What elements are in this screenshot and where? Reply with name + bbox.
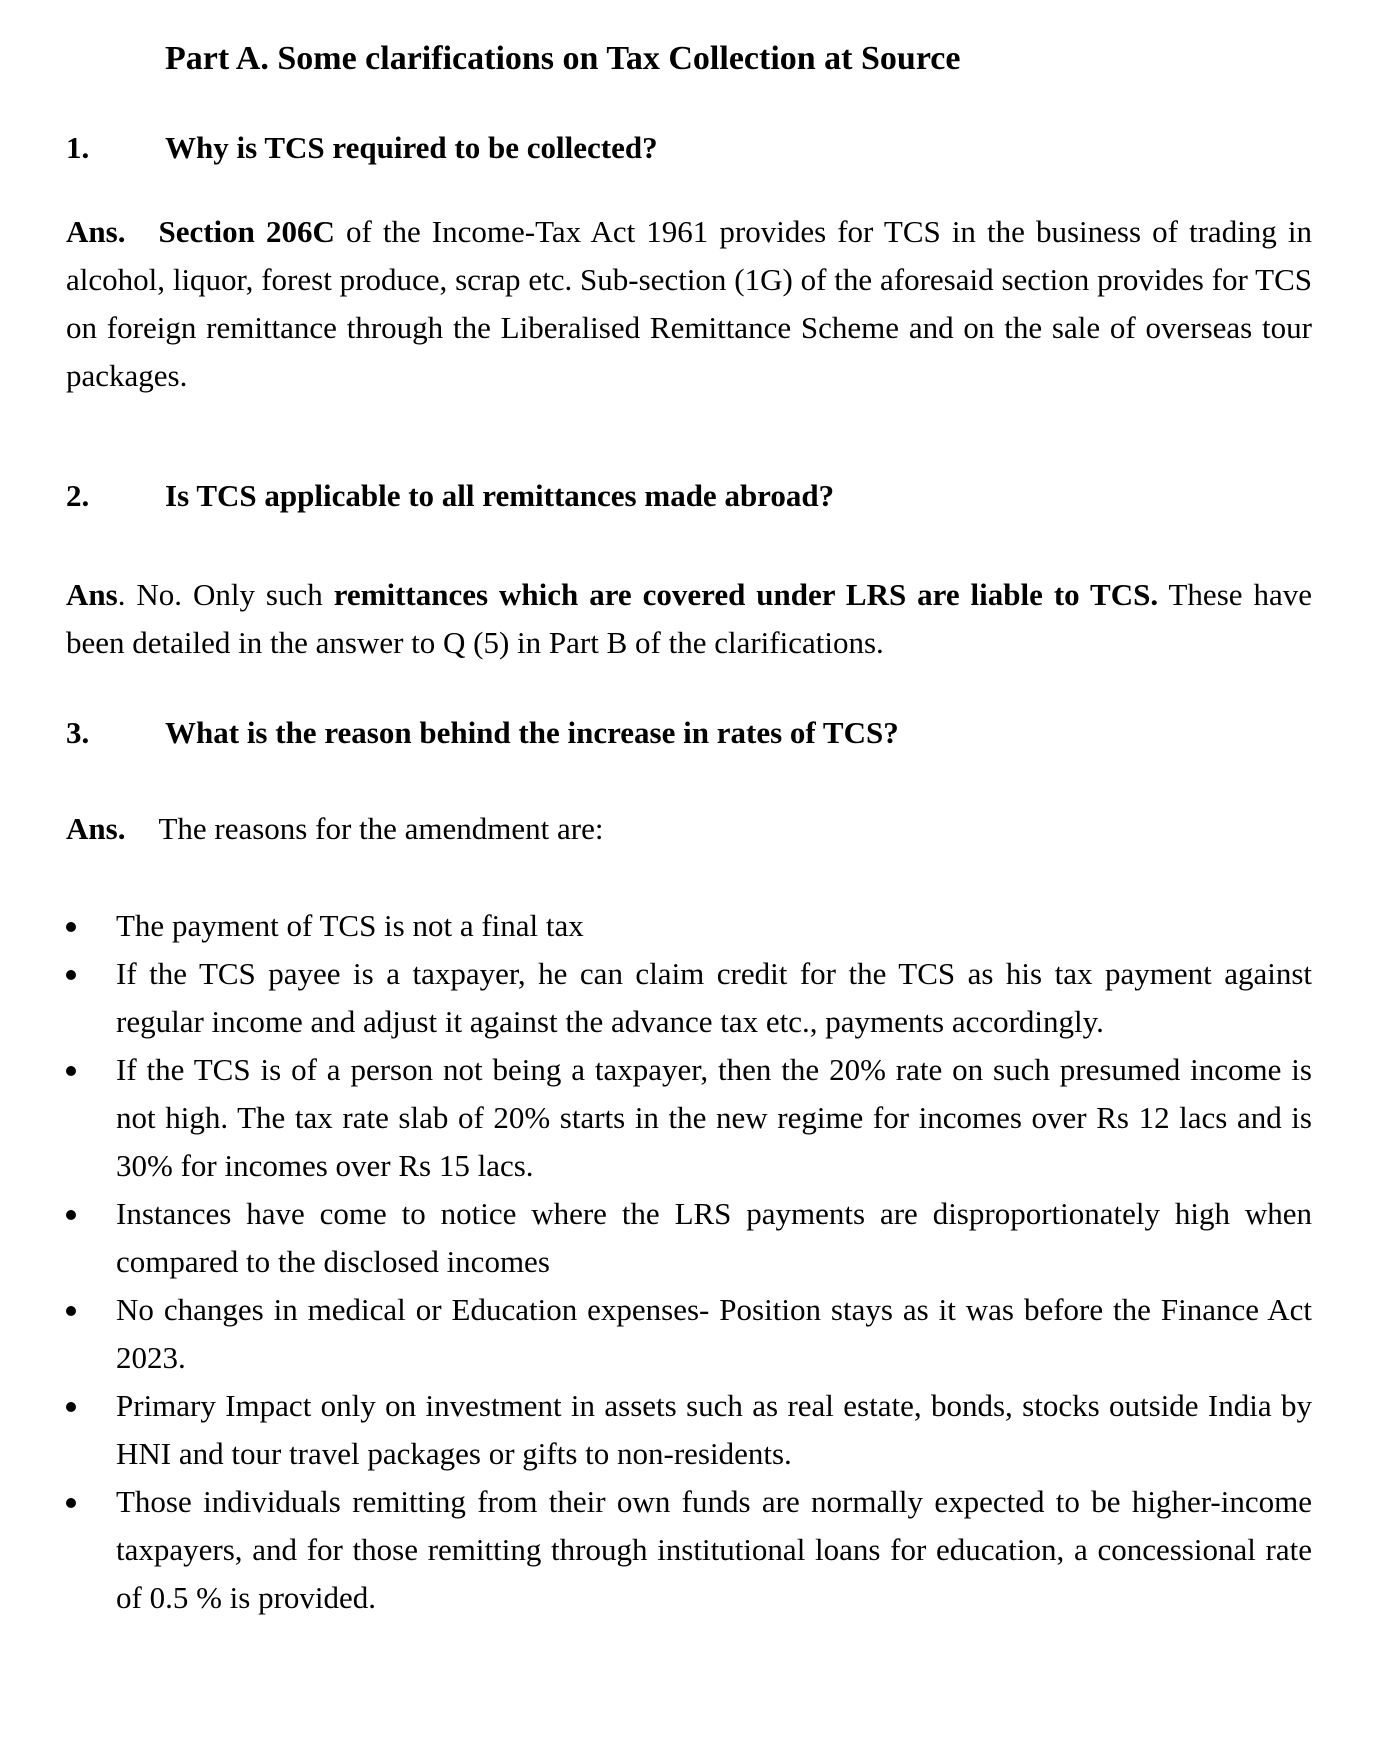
answer-label: Ans xyxy=(66,577,118,612)
reasons-list xyxy=(66,902,1312,1622)
answer-label: Ans. xyxy=(66,811,126,846)
answer-1 xyxy=(66,208,1312,400)
answer-text: These have been detailed in the answer to Q (5) in Part B of the clarifications. xyxy=(66,577,1312,660)
bullet-icon xyxy=(66,922,76,932)
question-number: 1. xyxy=(66,130,90,165)
bullet-icon xyxy=(66,1498,76,1508)
bullet-icon xyxy=(66,1402,76,1412)
question-number: 2. xyxy=(66,478,90,513)
list-item: Primary Impact only on investment in assets such as real estate, bonds, stocks outside India by HNI and tour travel packages or gifts to non-residents. xyxy=(66,1382,1312,1478)
question-number: 3. xyxy=(66,715,90,750)
list-item: Those individuals remitting from their own funds are normally expected to be higher-income taxpayers, and for those remitting through institutional loans for education, a concessional rate of 0.5 % is provided. xyxy=(66,1478,1312,1622)
bullet-icon xyxy=(66,1210,76,1220)
page-title: Part A. Some clarifications on Tax Collection at Source xyxy=(165,40,961,77)
answer-bold: Section 206C xyxy=(158,214,335,249)
question-text: What is the reason behind the increase in rates of TCS? xyxy=(165,715,899,750)
answer-bold: remittances which are covered under LRS are liable to TCS. xyxy=(333,577,1159,612)
answer-label: Ans. xyxy=(66,214,126,249)
list-item: The payment of TCS is not a final tax xyxy=(66,902,1312,950)
list-item: No changes in medical or Education expenses- Position stays as it was before the Finance Act 2023. xyxy=(66,1286,1312,1382)
list-item: If the TCS payee is a taxpayer, he can claim credit for the TCS as his tax payment against regular income and adjust it against the advance tax etc., payments accordingly. xyxy=(66,950,1312,1046)
list-item: If the TCS is of a person not being a taxpayer, then the 20% rate on such presumed income is not high. The tax rate slab of 20% starts in the new regime for incomes over Rs 12 lacs and is 30% for incomes over Rs 15 lacs. xyxy=(66,1046,1312,1190)
question-text: Is TCS applicable to all remittances made abroad? xyxy=(165,478,835,513)
answer-3 xyxy=(66,805,1312,853)
question-1 xyxy=(66,130,658,166)
question-2 xyxy=(66,478,834,514)
bullet-icon xyxy=(66,970,76,980)
answer-pre: . No. Only such xyxy=(117,577,334,612)
question-text: Why is TCS required to be collected? xyxy=(165,130,658,165)
answer-text: The reasons for the amendment are: xyxy=(158,811,604,846)
bullet-icon xyxy=(66,1306,76,1316)
question-3 xyxy=(66,715,899,751)
bullet-icon xyxy=(66,1066,76,1076)
answer-2 xyxy=(66,571,1312,667)
answer-text: of the Income-Tax Act 1961 provides for TCS in the business of trading in alcohol, liquor, forest produce, scrap etc. Sub-section (1G) of the aforesaid section provides for TCS on foreign remittance through the Liberalised Remittance Scheme and on the sale of overseas tour packages. xyxy=(66,214,1312,393)
list-item: Instances have come to notice where the LRS payments are disproportionately high when compared to the disclosed incomes xyxy=(66,1190,1312,1286)
